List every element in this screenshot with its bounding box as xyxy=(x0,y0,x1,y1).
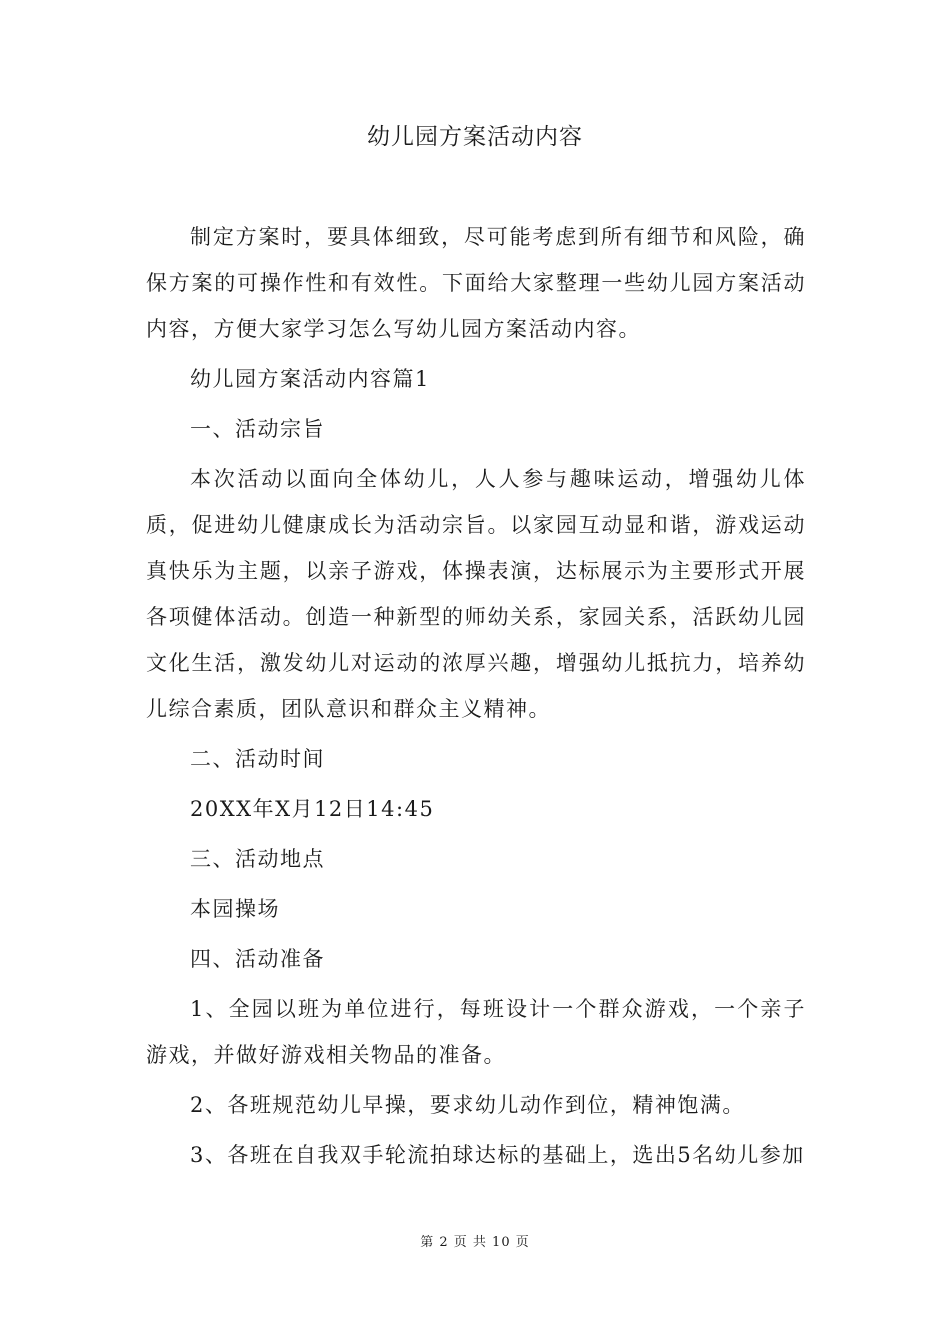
list-item: 2、各班规范幼儿早操，要求幼儿动作到位，精神饱满。 xyxy=(190,1093,745,1117)
section-title: 幼儿园方案活动内容篇1 xyxy=(190,367,430,391)
list-item: 3、各班在自我双手轮流拍球达标的基础上，选出5名幼儿参加 xyxy=(190,1143,805,1167)
document-title: 幼儿园方案活动内容 xyxy=(367,124,583,150)
heading-purpose: 一、活动宗旨 xyxy=(190,417,325,441)
paragraph-location: 本园操场 xyxy=(190,897,280,921)
paragraph-intro: 制定方案时，要具体细致，尽可能考虑到所有细节和风险，确保方案的可操作性和有效性。下面给大家整理一些幼儿园方案活动内容，方便大家学习怎么写幼儿园方案活动内容。 xyxy=(146,225,806,341)
document-body xyxy=(146,214,806,1182)
heading-location: 三、活动地点 xyxy=(190,847,325,871)
page-footer: 第 2 页 共 10 页 xyxy=(420,1235,530,1250)
heading-preparation: 四、活动准备 xyxy=(190,947,325,971)
list-item: 1、全园以班为单位进行，每班设计一个群众游戏，一个亲子游戏，并做好游戏相关物品的准备。 xyxy=(146,997,806,1067)
paragraph-time: 20XX年X月12日14:45 xyxy=(190,797,435,821)
paragraph-purpose: 本次活动以面向全体幼儿，人人参与趣味运动，增强幼儿体质，促进幼儿健康成长为活动宗旨。以家园互动显和谐，游戏运动真快乐为主题，以亲子游戏，体操表演，达标展示为主要形式开展各项健体活动。创造一种新型的师幼关系，家园关系，活跃幼儿园文化生活，激发幼儿对运动的浓厚兴趣，增强幼儿抵抗力，培养幼儿综合素质，团队意识和群众主义精神。 xyxy=(146,467,806,721)
heading-time: 二、活动时间 xyxy=(190,747,325,771)
